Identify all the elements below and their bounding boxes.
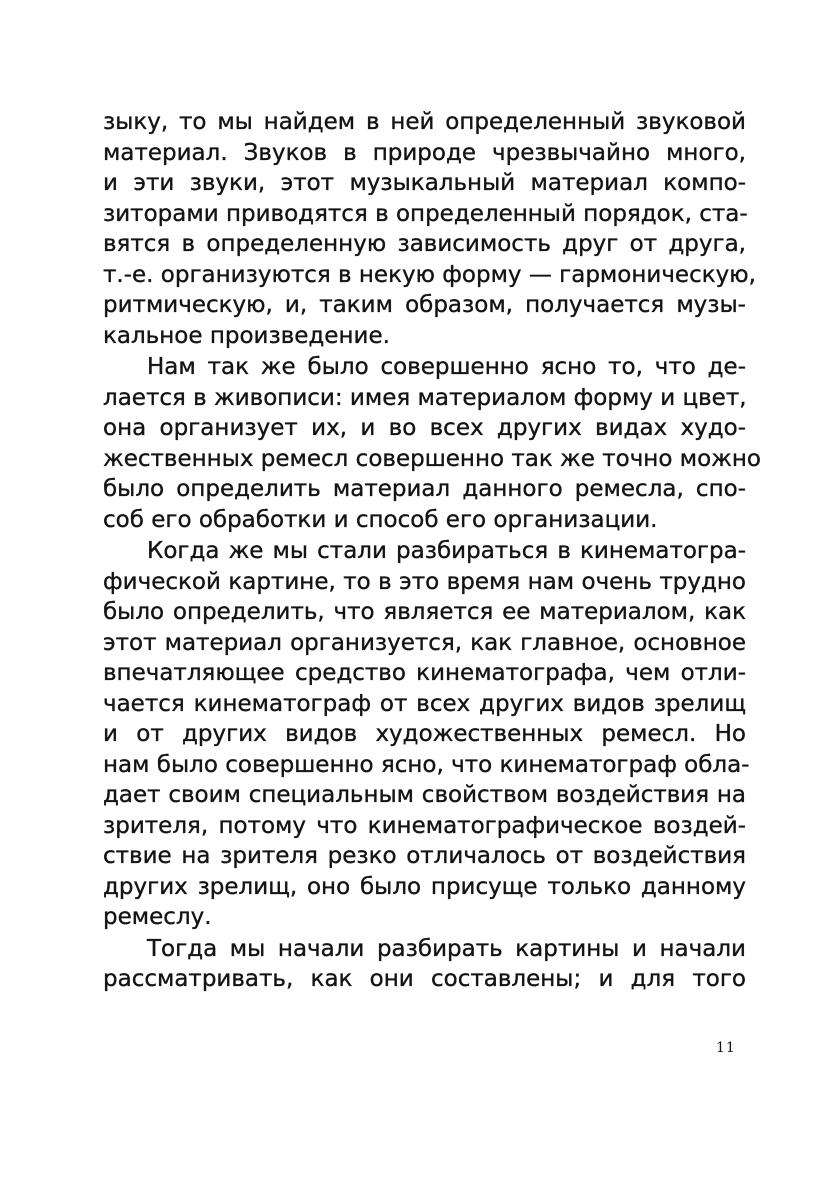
text-line: Когда же мы стали разбираться в кинематогра-	[147, 538, 746, 564]
text-line: она организует их, и во всех других видах худо-	[103, 415, 746, 441]
text-line: нам было совершенно ясно, что кинематограф обла-	[103, 751, 750, 778]
text-line: вятся в определенную зависимость друг от друга,	[103, 231, 746, 257]
text-line: кальное произведение.	[103, 322, 390, 349]
text-line: зрителя, потому что кинематографическое воздей-	[103, 812, 746, 839]
text-line: и от других видов художественных ремесл. Но	[103, 721, 746, 747]
paragraph-2	[103, 352, 761, 535]
text-line: соб его обработки и способ его организации.	[103, 506, 658, 533]
paragraph-3	[103, 536, 750, 933]
text-line: зиторами приводятся в определенный порядок, ста-	[103, 200, 748, 227]
text-line: чается кинематограф от всех других видов зрелищ	[103, 690, 746, 717]
text-line: т.-е. организуются в некую форму — гармоническую,	[103, 261, 756, 288]
text-line: материал. Звуков в природе чрезвычайно много,	[103, 139, 746, 166]
text-line: Нам так же было совершенно ясно то, что де-	[147, 354, 746, 380]
text-line: рассматривать, как они составлены; и для того	[103, 966, 746, 992]
body-text	[103, 107, 761, 995]
text-line: зыку, то мы найдем в ней определенный звуковой	[103, 109, 746, 135]
text-line: и эти звуки, этот музыкальный материал компо-	[103, 170, 746, 196]
text-line: дает своим специальным свойством воздействия на	[103, 782, 746, 808]
text-line: ритмическую, и, таким образом, получается музы-	[103, 292, 746, 318]
paragraph-4	[103, 934, 746, 995]
text-line: лается в живописи: имея материалом форму и цвет,	[103, 384, 747, 411]
text-line: фической картине, то в это время нам очень трудно	[103, 568, 746, 595]
text-line: Тогда мы начали разбирать картины и начали	[147, 935, 746, 962]
paragraph-1	[103, 107, 756, 351]
text-line: было определить, что является ее материалом, как	[103, 599, 746, 625]
text-line: ствие на зрителя резко отличалось от воздействия	[103, 843, 746, 869]
text-line: ремеслу.	[103, 904, 212, 930]
text-line: впечатляющее средство кинематографа, чем отли-	[103, 660, 746, 686]
text-line: было определить материал данного ремесла, спо-	[103, 476, 746, 502]
page-number: 11	[716, 1040, 736, 1056]
text-line: других зрелищ, оно было присуще только данному	[103, 873, 746, 900]
text-line: этот материал организуется, как главное, основное	[103, 629, 746, 656]
text-line: жественных ремесл совершенно так же точно можно	[103, 445, 761, 472]
